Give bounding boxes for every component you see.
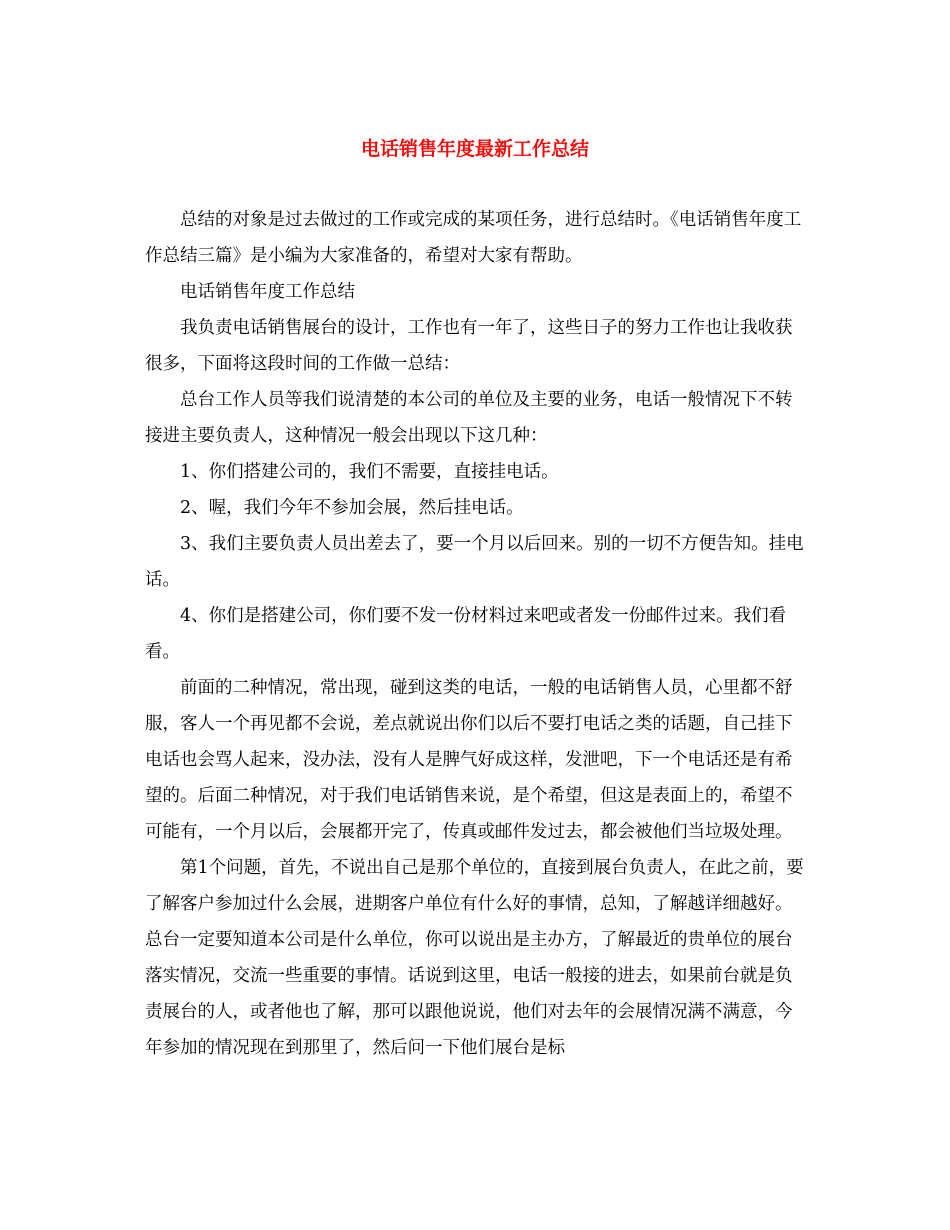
paragraph-subheading: 电话销售年度工作总结 — [180, 282, 355, 302]
document-title: 电话销售年度最新工作总结 — [360, 138, 589, 160]
list-item: 2、喔，我们今年不参加会展，然后挂电话。 — [180, 498, 524, 518]
paragraph: 第1个问题，首先，不说出自己是那个单位的，直接到展台负责人，在此之前，要了解客户参加过什么会展，进期客户单位有什么好的事情，总知，了解越详细越好。总台一定要知道本公司是什么单位，你可以说出是主办方，了解最近的贵单位的展台落实情况，交流一些重要的事情。话说到这里，电话一般接的进去，如果前台就是负责展台的人，或者他也了解，那可以跟他说说，他们对去年的会展情况满不满意，今年参加的情况现在到那里了，然后问一下他们展台是标 — [145, 858, 804, 1058]
list-item: 1、你们搭建公司的，我们不需要，直接挂电话。 — [180, 462, 559, 482]
list-item: 4、你们是搭建公司，你们要不发一份材料过来吧或者发一份邮件过来。我们看看。 — [145, 606, 787, 662]
list-item: 3、我们主要负责人员出差去了，要一个月以后回来。别的一切不方便告知。挂电话。 — [145, 534, 804, 590]
paragraph: 前面的二种情况，常出现，碰到这类的电话，一般的电话销售人员，心里都不舒服，客人一个再见都不会说，差点就说出你们以后不要打电话之类的话题，自己挂下电话也会骂人起来，没办法，没有人是脾气好成这样，发泄吧，下一个电话还是有希望的。后面二种情况，对于我们电话销售来说，是个希望，但这是表面上的，希望不可能有，一个月以后，会展都开完了，传真或邮件发过去，都会被他们当垃圾处理。 — [145, 678, 793, 842]
paragraph: 我负责电话销售展台的设计，工作也有一年了，这些日子的努力工作也让我收获很多，下面将这段时间的工作做一总结： — [145, 318, 793, 374]
document-body — [145, 202, 805, 1066]
paragraph-intro: 总结的对象是过去做过的工作或完成的某项任务，进行总结时。《电话销售年度工作总结三篇》是小编为大家准备的，希望对大家有帮助。 — [145, 210, 802, 266]
paragraph: 总台工作人员等我们说清楚的本公司的单位及主要的业务，电话一般情况下不转接进主要负责人，这种情况一般会出现以下这几种： — [145, 390, 793, 446]
